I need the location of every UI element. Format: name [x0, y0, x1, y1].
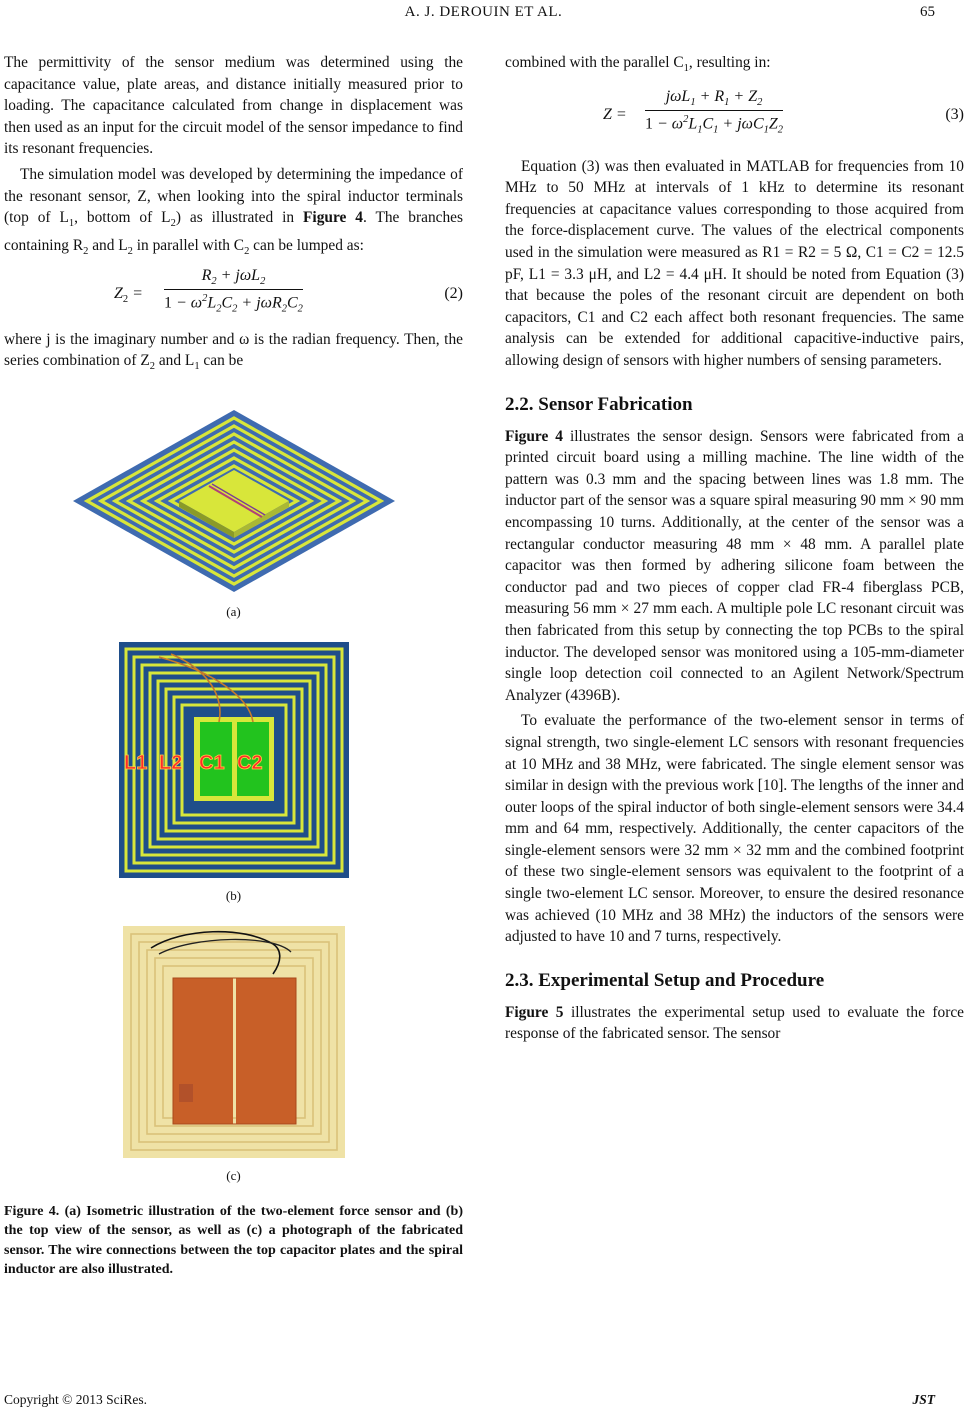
- equation-3-number: (3): [945, 105, 964, 123]
- top-view-sensor-illustration: [119, 642, 349, 878]
- paragraph-matlab-evaluation: Equation (3) was then evaluated in MATLAB for frequencies from 10 MHz to 50 MHz at intervals of 1 kHz to determine its resonant frequencies at capacitance values corresponding to those acquired from the force-displacement curve. The values of the electrical components used in the simulation were measured as R1 = R2 = 5 Ω, C1 = C2 = 12.5 pF, L1 = 3.3 μH, and L2 = 4.4 μH. It should be noted from Equation (3) that because the poles of the resonant circuit are dependent on both capacitors, C1 and C2 each affect both resonant frequencies. The same analysis can be extended for additional capacitive-inductive pairs, allowing design of sensors with higher numbers of sensing parameters.: [505, 157, 964, 370]
- figure-5-link[interactable]: Figure 5: [505, 1003, 564, 1021]
- copyright-notice: Copyright © 2013 SciRes.: [4, 1392, 148, 1407]
- label-c1: C1: [198, 751, 225, 774]
- section-heading-sensor-fabrication: 2.2. Sensor Fabrication: [505, 393, 693, 415]
- figure-4b-label: (b): [225, 887, 242, 903]
- label-l2: L2: [158, 751, 182, 774]
- figure-4-caption: Figure 4. (a) Isometric illustration of the two-element force sensor and (b) the top view of the sensor, as well as (c) a photograph of the fabricated sensor. The wire connections between the top capacitor plates and the spiral inductor are also illustrated.: [4, 1203, 463, 1278]
- paragraph-two-element-evaluation: To evaluate the performance of the two-element sensor in terms of signal strength, two single-element LC sensors with resonant frequencies at 10 MHz and 38 MHz, were fabricated. The single element sensor was similar in design with the previous work [10]. The lengths of the inner and outer loops of the spiral inductor of both single-element sensors were 34.4 mm and 64 mm, respectively. Additionally, the center capacitors of the single-element sensors were 32 mm × 32 mm and the combined footprint of these two single-element sensors was equivalent to the footprint of a single two-element LC sensor. Moreover, to ensure the desired resonance was achieved (10 MHz and 38 MHz) the inductors of the sensors were adjusted to have 10 and 7 turns, respectively.: [505, 712, 964, 946]
- paragraph-imaginary-number: where j is the imaginary number and ω is the radian frequency. Then, the series combination of $Z_2$ and $L_1$ can be: [4, 330, 463, 373]
- running-head-authors: A. J. DEROUIN ET AL.: [404, 4, 563, 20]
- figure-4-link-2[interactable]: Figure 4: [505, 427, 564, 445]
- figure-4c-label: (c): [226, 1167, 241, 1183]
- paragraph-sensor-design: Figure 4 illustrates the sensor design. Sensors were fabricated from a printed circuit board using a milling machine. The line width of the pattern was 0.3 mm and the spacing between lines was 1.8 mm. The inductor part of the sensor was a square spiral measuring 90 mm × 90 mm encompassing 10 turns. Additionally, at the center of the sensor was a rectangular conductor measuring 48 mm × 48 mm. A parallel plate capacitor was then formed by adhering silicone foam between the conductor pad and two pieces of copper clad FR-4 fiberglass PCB, measuring 56 mm × 27 mm each. A multiple pole LC resonant circuit was then fabricated from this setup by connecting the top PCBs to the spiral inductor. The developed sensor was monitored using a 105-mm-diameter single loop detection coil connected to an Agilent Network/Spectrum Analyzer (4396B).: [505, 427, 965, 704]
- equation-2-number: (2): [444, 284, 463, 302]
- figure-4-link[interactable]: Figure 4: [303, 209, 363, 227]
- equation-3: Z = $j\omega L_1 + R_1 + Z_2$ $1 - \omega^2L_1C_1 + j\omega C_1Z_2$ (3): [603, 87, 964, 136]
- fabricated-sensor-photo: [123, 924, 345, 1158]
- running-header: [0, 0, 967, 30]
- right-column: [505, 52, 964, 1045]
- journal-abbreviation: JST: [912, 1392, 935, 1407]
- figure-4c-photograph: [123, 924, 345, 1158]
- figure-4a-label: (a): [226, 603, 241, 619]
- label-l1: L1: [123, 751, 147, 774]
- section-heading-experimental-setup: 2.3. Experimental Setup and Procedure: [505, 969, 825, 991]
- figure-4a-isometric: [69, 406, 399, 596]
- page-number: 65: [920, 4, 935, 20]
- left-column: [4, 52, 463, 1280]
- equation-2: $Z_2$ = $R_2 + j\omega L_2$ $1 - \omega^2L_2C_2 + j\omega R_2C_2$ (2): [114, 266, 463, 315]
- paragraph-combined: combined with the parallel $C_1$, resulting in:: [505, 54, 771, 75]
- isometric-sensor-illustration: [69, 406, 399, 596]
- label-c2: C2: [236, 751, 263, 774]
- paragraph-experimental-setup: Figure 5 illustrates the experimental setup used to evaluate the force response of the fabricated sensor. The sensor: [505, 1003, 964, 1043]
- paragraph-simulation-model: The simulation model was developed by determining the impedance of the resonant sensor, Z, when looking into the spiral inductor terminals (top of $L_1$, bottom of $L_2$) as illustrated in Figure 4. The branches containing $R_2$ and $L_2$ in parallel with $C_2$ can be lumped as:: [4, 165, 463, 257]
- paragraph-permittivity: The permittivity of the sensor medium was determined using the capacitance value, plate areas, and distance initially measured prior to loading. The capacitance calculated from change in displacement was then used as an input for the circuit model of the sensor impedance to find its resonant frequencies.: [4, 54, 463, 158]
- page-footer: [4, 1392, 967, 1408]
- figure-4b-top-view: [119, 642, 349, 878]
